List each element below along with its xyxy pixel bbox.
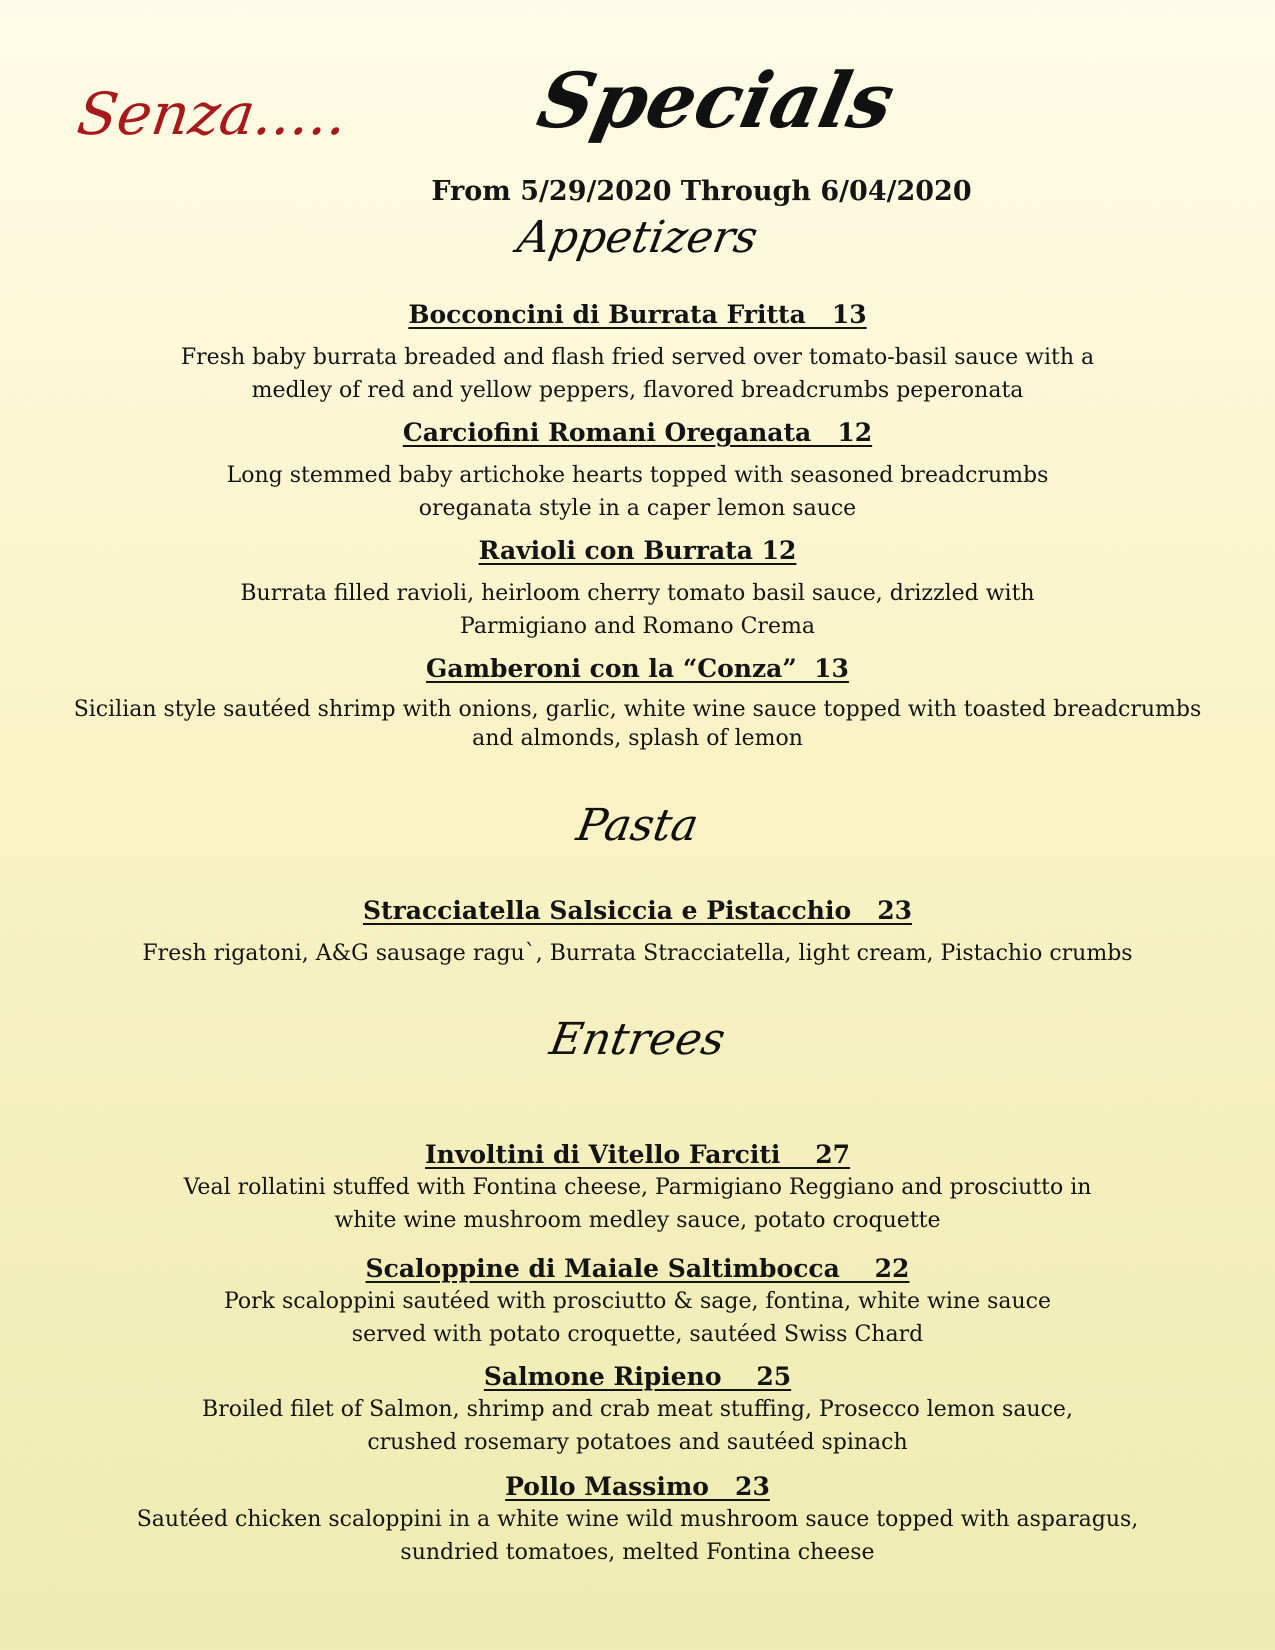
item-name: Salmone Ripieno 25 bbox=[483, 1362, 792, 1391]
item-name: Scaloppine di Maiale Saltimbocca 22 bbox=[365, 1254, 910, 1283]
description-line: Veal rollatini stuffed with Fontina cheese, Parmigiano Reggiano and prosciutto in bbox=[183, 1175, 1092, 1200]
menu-item bbox=[0, 1140, 1275, 1237]
description-line: Sautéed chicken scaloppini in a white wine wild mushroom sauce topped with asparagus, bbox=[136, 1507, 1139, 1532]
item-description bbox=[0, 1393, 1275, 1459]
description-line: white wine mushroom medley sauce, potato croquette bbox=[334, 1208, 941, 1233]
item-name: Stracciatella Salsiccia e Pistacchio 23 bbox=[362, 896, 913, 925]
item-description bbox=[0, 695, 1275, 753]
item-name: Bocconcini di Burrata Fritta 13 bbox=[408, 300, 867, 329]
description-line: Fresh baby burrata breaded and flash fried served over tomato-basil sauce with a bbox=[180, 345, 1095, 370]
item-description bbox=[0, 459, 1275, 525]
item-name: Carciofini Romani Oreganata 12 bbox=[402, 418, 873, 447]
item-name: Gamberoni con la “Conza” 13 bbox=[426, 654, 849, 683]
description-line: Sicilian style sautéed shrimp with onions, garlic, white wine sauce topped with toasted breadcrumbs bbox=[73, 697, 1202, 722]
section-title-appetizers: Appetizers bbox=[513, 212, 762, 263]
page-title: Specials bbox=[530, 56, 902, 145]
description-line: sundried tomatoes, melted Fontina cheese bbox=[400, 1540, 875, 1565]
description-line: Burrata filled ravioli, heirloom cherry tomato basil sauce, drizzled with bbox=[240, 581, 1035, 606]
item-description bbox=[0, 937, 1275, 970]
menu-item bbox=[0, 1254, 1275, 1351]
menu-item bbox=[0, 418, 1275, 525]
item-description bbox=[0, 341, 1275, 407]
brand-logo: Senza..... bbox=[73, 80, 352, 148]
description-line: Fresh rigatoni, A&G sausage ragu`, Burrata Stracciatella, light cream, Pistachio crumbs bbox=[142, 941, 1133, 966]
menu-item bbox=[0, 300, 1275, 407]
date-range: From 5/29/2020 Through 6/04/2020 bbox=[431, 176, 972, 207]
section-title-entrees: Entrees bbox=[546, 1014, 729, 1065]
description-line: oreganata style in a caper lemon sauce bbox=[418, 496, 857, 521]
description-line: Pork scaloppini sautéed with prosciutto & sage, fontina, white wine sauce bbox=[223, 1289, 1052, 1314]
menu-item bbox=[0, 536, 1275, 643]
description-line: and almonds, splash of lemon bbox=[472, 726, 803, 751]
menu-item bbox=[0, 654, 1275, 753]
item-name: Involtini di Vitello Farciti 27 bbox=[424, 1140, 851, 1169]
description-line: crushed rosemary potatoes and sautéed spinach bbox=[367, 1430, 908, 1455]
item-description bbox=[0, 1285, 1275, 1351]
description-line: medley of red and yellow peppers, flavored breadcrumbs peperonata bbox=[251, 378, 1024, 403]
description-line: Long stemmed baby artichoke hearts topped with seasoned breadcrumbs bbox=[226, 463, 1049, 488]
item-description bbox=[0, 1503, 1275, 1569]
description-line: Parmigiano and Romano Crema bbox=[460, 614, 815, 639]
menu-item bbox=[0, 1362, 1275, 1459]
section-title-pasta: Pasta bbox=[572, 800, 703, 851]
item-name: Ravioli con Burrata 12 bbox=[478, 536, 797, 565]
item-name: Pollo Massimo 23 bbox=[505, 1472, 770, 1501]
menu-item bbox=[0, 1472, 1275, 1569]
item-description bbox=[0, 1171, 1275, 1237]
description-line: served with potato croquette, sautéed Swiss Chard bbox=[351, 1322, 924, 1347]
item-description bbox=[0, 577, 1275, 643]
description-line: Broiled filet of Salmon, shrimp and crab meat stuffing, Prosecco lemon sauce, bbox=[202, 1397, 1073, 1422]
menu-item bbox=[0, 896, 1275, 970]
